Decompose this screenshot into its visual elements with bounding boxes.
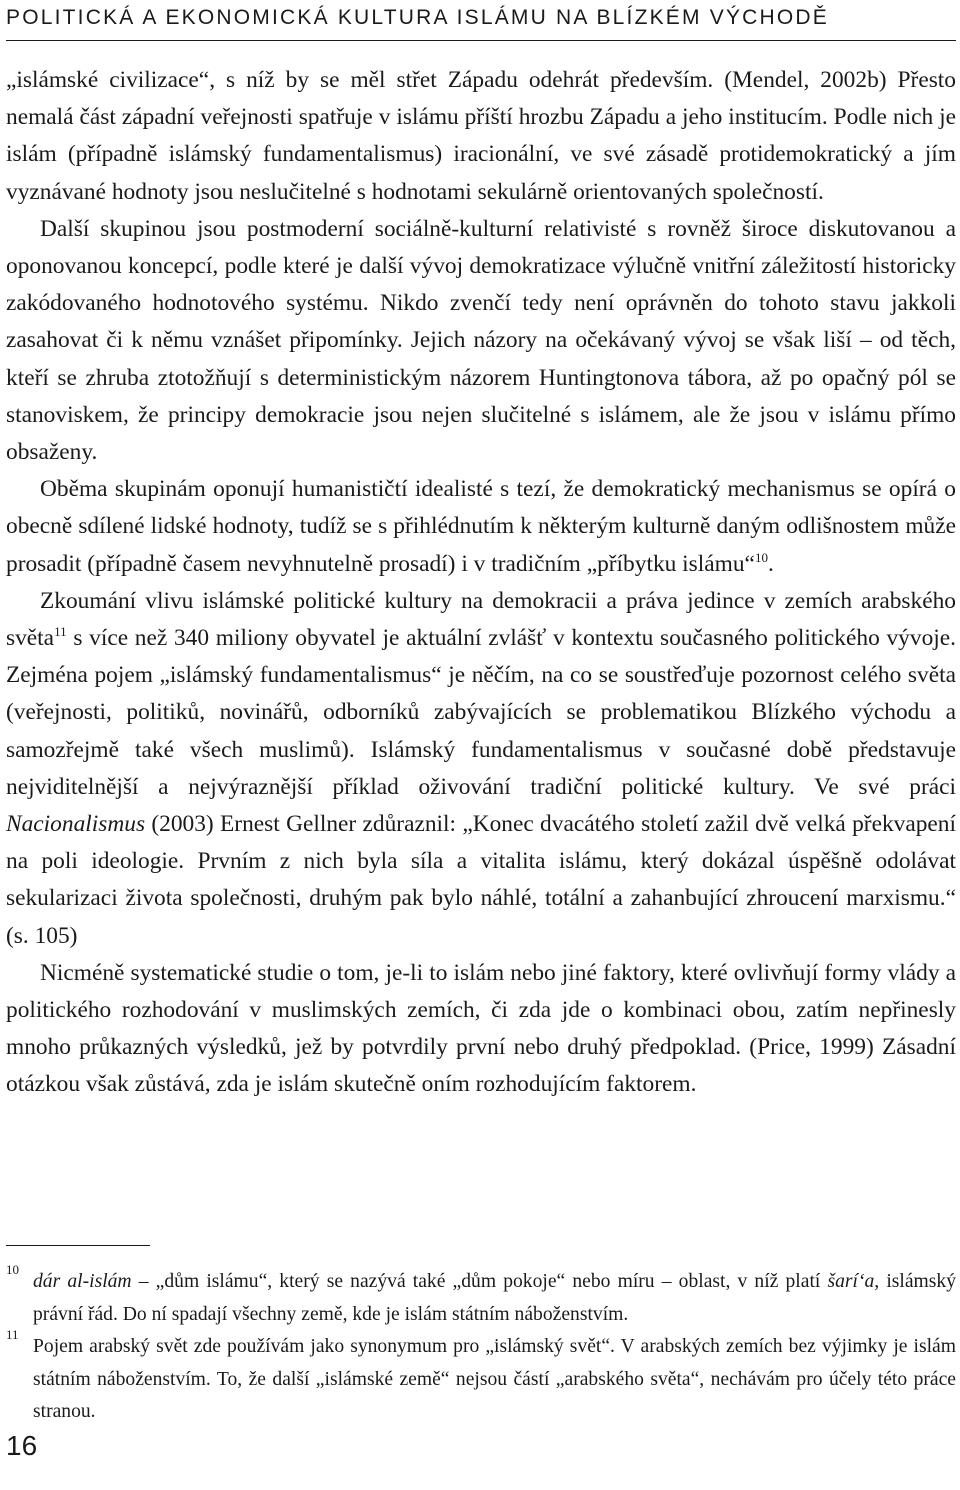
running-header: POLITICKÁ A EKONOMICKÁ KULTURA ISLÁMU NA BLÍZKÉM VÝCHODĚ: [6, 6, 829, 29]
italic-text: Nacionalismus: [6, 811, 146, 838]
paragraph: [6, 583, 956, 955]
text-run: (2003) Ernest Gellner zdůraznil: „Konec dvacátého století zažil dvě velká překvapení na poli ideologie. Prvním z nich byla síla a vitalita islámu, který dokázal úspěšně odolávat sekularizaci života společnosti, druhým pak bylo náhlé, totální a zahanbující zhroucení marxismu.“ (s. 105): [6, 811, 956, 949]
text-run: – „dům islámu“, který se nazývá také „dům pokoje“ nebo míru – oblast, v níž platí: [131, 1271, 828, 1292]
footnote-reference: 10: [754, 549, 768, 565]
text-run: Oběma skupinám oponují humanističtí idealisté s tezí, že demokratický mechanismus se opírá o obecně sdílené lidské hodnoty, tudíž se s přihlédnutím k některým kulturně daným odlišnostem může prosadit (případně časem nevyhnutelně prosadí) i v tradičním „příbytku islámu“: [6, 476, 956, 577]
paragraph: [6, 955, 956, 1104]
paragraph: [6, 62, 956, 211]
footnote-separator: [6, 1245, 150, 1246]
text-run: Zkoumání vlivu islámské politické kultury na demokracii a práva jedince v zemích arabského světa: [6, 587, 956, 652]
italic-text: šarí‘a,: [827, 1271, 880, 1292]
header-rule: [6, 40, 956, 41]
footnote-number: 10: [6, 1262, 19, 1277]
text-run: .: [767, 550, 774, 577]
body-text: [6, 62, 956, 1104]
text-run: s více než 340 miliony obyvatel je aktuální zvlášť v kontextu současného politického vývoje. Zejména pojem „islámský fundamentalismus“ je něčím, na co se soustřeďuje pozornost celého světa (veřejnosti, politiků, novinářů, odborníků zabývajících se problematikou Blízkého východu a samozřejmě také všech muslimů). Islámský fundamentalismus v současné době představuje nejviditelnější a nejvýraznější příklad oživování tradiční politické kultury. Ve své práci: [6, 625, 956, 800]
text-run: Další skupinou jsou postmoderní sociálně-kulturní relativisté s rovněž široce diskutovanou a oponovanou koncepcí, podle které je další vývoj demokratizace výlučně vnitřní záležitostí historicky zakódovaného hodnotového systému. Nikdo zvenčí tedy není oprávněn do tohoto stavu jakkoli zasahovat či k němu vznášet připomínky. Jejich názory na očekávaný vývoj se však liší – od těch, kteří se zhruba ztotožňují s deterministickým názorem Huntingtonova tábora, až po opačný pól se stanoviskem, že principy demokracie jsou nejen slučitelné s islámem, ale že jsou v islámu přímo obsaženy.: [6, 215, 956, 466]
paragraph: [6, 471, 956, 583]
footnotes: [6, 1262, 956, 1429]
footnote: [6, 1262, 956, 1331]
footnote-reference: 11: [54, 624, 67, 640]
paragraph: [6, 211, 956, 471]
text-run: islámský právní řád. Do ní spadají všechny země, kde je islám státním náboženstvím.: [33, 1271, 956, 1325]
italic-text: dár al-islám: [33, 1271, 132, 1292]
footnote-number: 11: [6, 1327, 19, 1342]
text-run: Nicméně systematické studie o tom, je-li to islám nebo jiné faktory, které ovlivňují formy vlády a politického rozhodování v muslimských zemích, či zda jde o kombinaci obou, zatím nepřinesly mnoho průkazných výsledků, jež by potvrdily první nebo druhý předpoklad. (Price, 1999) Zásadní otázkou však zůstává, zda je islám skutečně oním rozhodujícím faktorem.: [6, 959, 956, 1098]
footnote: [6, 1327, 956, 1429]
page-number: 16: [6, 1430, 38, 1461]
text-run: „islámské civilizace“, s níž by se měl střet Západu odehrát především. (Mendel, 2002b) Přesto nemalá část západní veřejnosti spatřuje v islámu příští hrozbu Západu a jeho institucím. Podle nich je islám (případně islámský fundamentalismus) iracionální, ve své zásadě protidemokratický a jím vyznávané hodnoty jsou neslučitelné s hodnotami sekulárně orientovaných společností.: [6, 67, 956, 205]
text-run: Pojem arabský svět zde používám jako synonymum pro „islámský svět“. V arabských zemích bez výjimky je islám státním náboženstvím. To, že další „islámské země“ nejsou částí „arabského světa“, nechávám pro účely této práce stranou.: [33, 1336, 956, 1422]
